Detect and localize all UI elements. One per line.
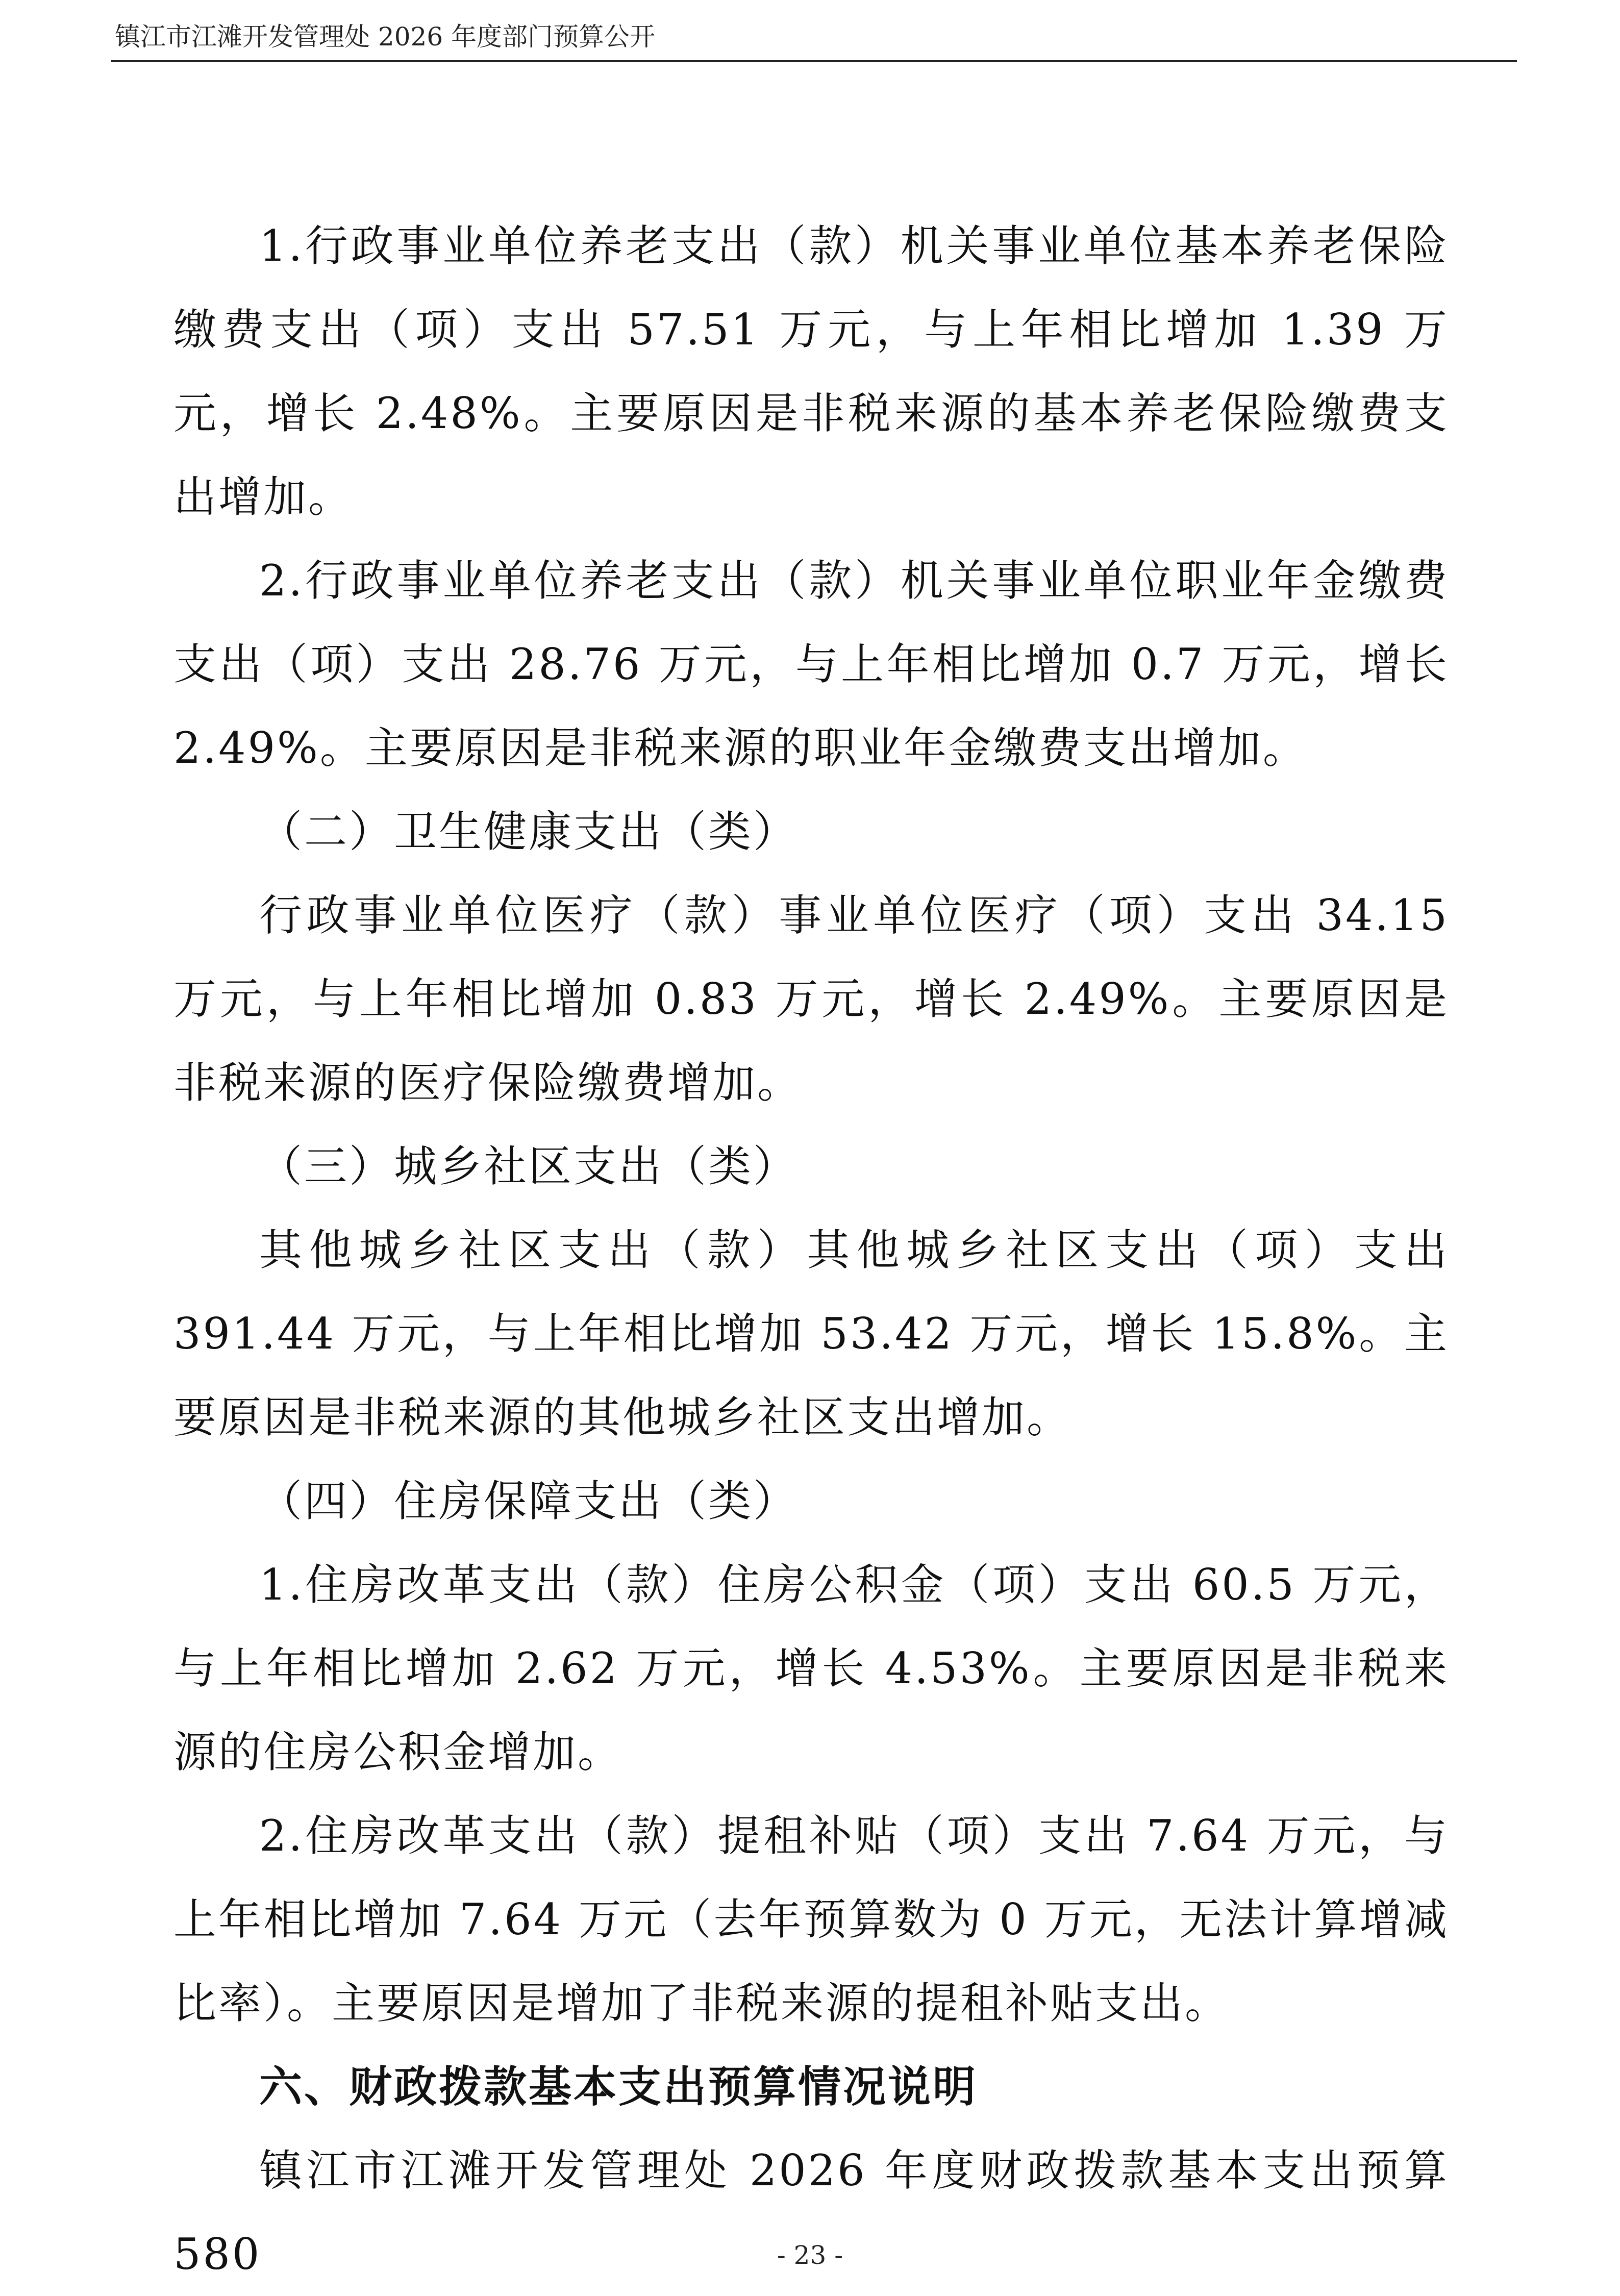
paragraph-rent-subsidy: 2.住房改革支出（款）提租补贴（项）支出 7.64 万元，与上年相比增加 7.64 万元（去年预算数为 0 万元，无法计算增减比率）。主要原因是增加了非税来源的提租补贴支出。 — [173, 1811, 1449, 2028]
paragraph-pension-basic: 1.行政事业单位养老支出（款）机关事业单位基本养老保险缴费支出（项）支出 57.51 万元，与上年相比增加 1.39 万元，增长 2.48%。主要原因是非税来源的基本养老保险缴费支出增加。 — [173, 221, 1449, 522]
page-number: - 23 - — [777, 2240, 843, 2270]
paragraph-housing-fund: 1.住房改革支出（款）住房公积金（项）支出 60.5 万元，与上年相比增加 2.62 万元，增长 4.53%。主要原因是非税来源的住房公积金增加。 — [173, 1560, 1449, 1777]
document-body — [173, 204, 1449, 2296]
paragraph-pension-occupational: 2.行政事业单位养老支出（款）机关事业单位职业年金缴费支出（项）支出 28.76 万元，与上年相比增加 0.7 万元，增长 2.49%。主要原因是非税来源的职业年金缴费支出增加。 — [173, 556, 1449, 773]
subheading-housing: （四）住房保障支出（类） — [259, 1476, 799, 1526]
subheading-health: （二）卫生健康支出（类） — [259, 807, 799, 857]
section-heading: 六、财政拨款基本支出预算情况说明 — [259, 2062, 978, 2112]
paragraph-urban-rural: 其他城乡社区支出（款）其他城乡社区支出（项）支出 391.44 万元，与上年相比增加 53.42 万元，增长 15.8%。主要原因是非税来源的其他城乡社区支出增加。 — [173, 1225, 1449, 1442]
paragraph-medical: 行政事业单位医疗（款）事业单位医疗（项）支出 34.15 万元，与上年相比增加 0.83 万元，增长 2.49%。主要原因是非税来源的医疗保险缴费增加。 — [173, 890, 1449, 1108]
page-header-title: 镇江市江滩开发管理处 2026 年度部门预算公开 — [115, 22, 656, 52]
paragraph-basic-expenditure: 镇江市江滩开发管理处 2026 年度财政拨款基本支出预算 580 — [173, 2145, 1449, 2279]
header-divider — [111, 60, 1517, 62]
subheading-urban-rural: （三）城乡社区支出（类） — [259, 1141, 799, 1191]
